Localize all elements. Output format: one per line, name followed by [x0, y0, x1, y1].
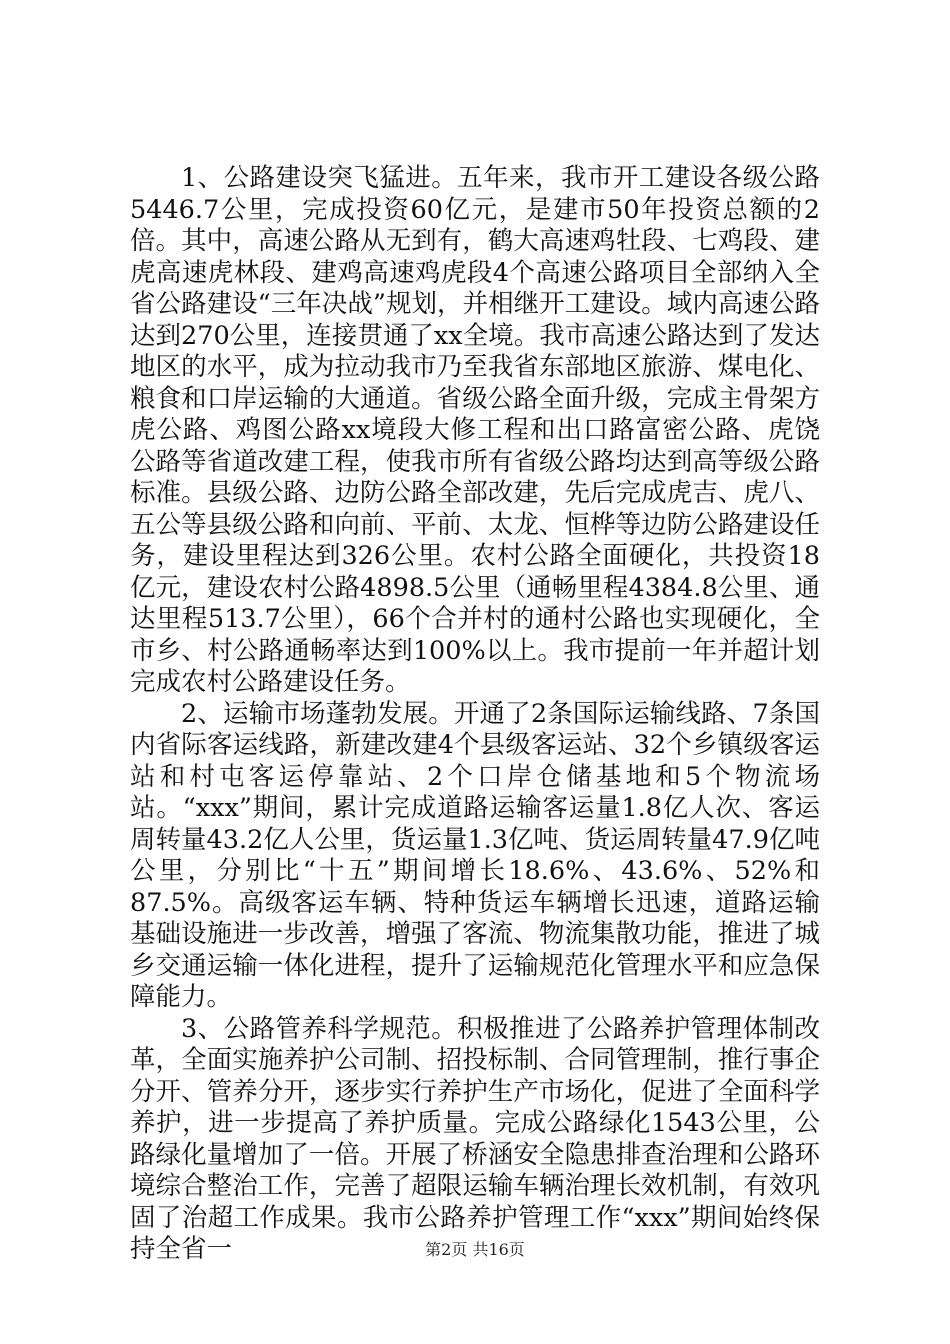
paragraph-road-maintenance: 3、公路管养科学规范。积极推进了公路养护管理体制改革，全面实施养护公司制、招投标制、合同管理制，推行事企分开、管养分开，逐步实行养护生产市场化，促进了全面科学养护，进一步提高了养护质量。完成公路绿化1543公里，公路绿化量增加了一倍。开展了桥涵安全隐患排查治理和公路环境综合整治工作，完善了超限运输车辆治理长效机制，有效巩固了治超工作成果。我市公路养护管理工作“xxx”期间始终保持全省一: [130, 1013, 820, 1264]
document-body: [130, 163, 820, 1266]
page-number-footer: 第2页 共16页: [425, 1240, 525, 1259]
paragraph-transport-market: 2、运输市场蓬勃发展。开通了2条国际运输线路、7条国内省际客运线路，新建改建4个县级客运站、32个乡镇级客运站和村屯客运停靠站、2个口岸仓储基地和5个物流场站。“xxx”期间，累计完成道路运输客运量1.8亿人次、客运周转量43.2亿人公里，货运量1.3亿吨、货运周转量47.9亿吨公里，分别比“十五”期间增长18.6%、43.6%、52%和87.5%。高级客运车辆、特种货运车辆增长迅速，道路运输基础设施进一步改善，增强了客流、物流集散功能，推进了城乡交通运输一体化进程，提升了运输规范化管理水平和应急保障能力。: [130, 698, 820, 1012]
paragraph-highway-construction: 1、公路建设突飞猛进。五年来，我市开工建设各级公路5446.7公里，完成投资60亿元，是建市50年投资总额的2倍。其中，高速公路从无到有，鹤大高速鸡牡段、七鸡段、建虎高速虎林段、建鸡高速鸡虎段4个高速公路项目全部纳入全省公路建设“三年决战”规划，并相继开工建设。域内高速公路达到270公里，连接贯通了xx全境。我市高速公路达到了发达地区的水平，成为拉动我市乃至我省东部地区旅游、煤电化、粮食和口岸运输的大通道。省级公路全面升级，完成主骨架方虎公路、鸡图公路xx境段大修工程和出口路富密公路、虎饶公路等省道改建工程，使我市所有省级公路均达到高等级公路标准。县级公路、边防公路全部改建，先后完成虎吉、虎八、五公等县级公路和向前、平前、太龙、恒桦等边防公路建设任务，建设里程达到326公里。农村公路全面硬化，共投资18亿元，建设农村公路4898.5公里（通畅里程4384.8公里、通达里程513.7公里），66个合并村的通村公路也实现硬化，全市乡、村公路通畅率达到100%以上。我市提前一年并超计划完成农村公路建设任务。: [130, 163, 820, 697]
